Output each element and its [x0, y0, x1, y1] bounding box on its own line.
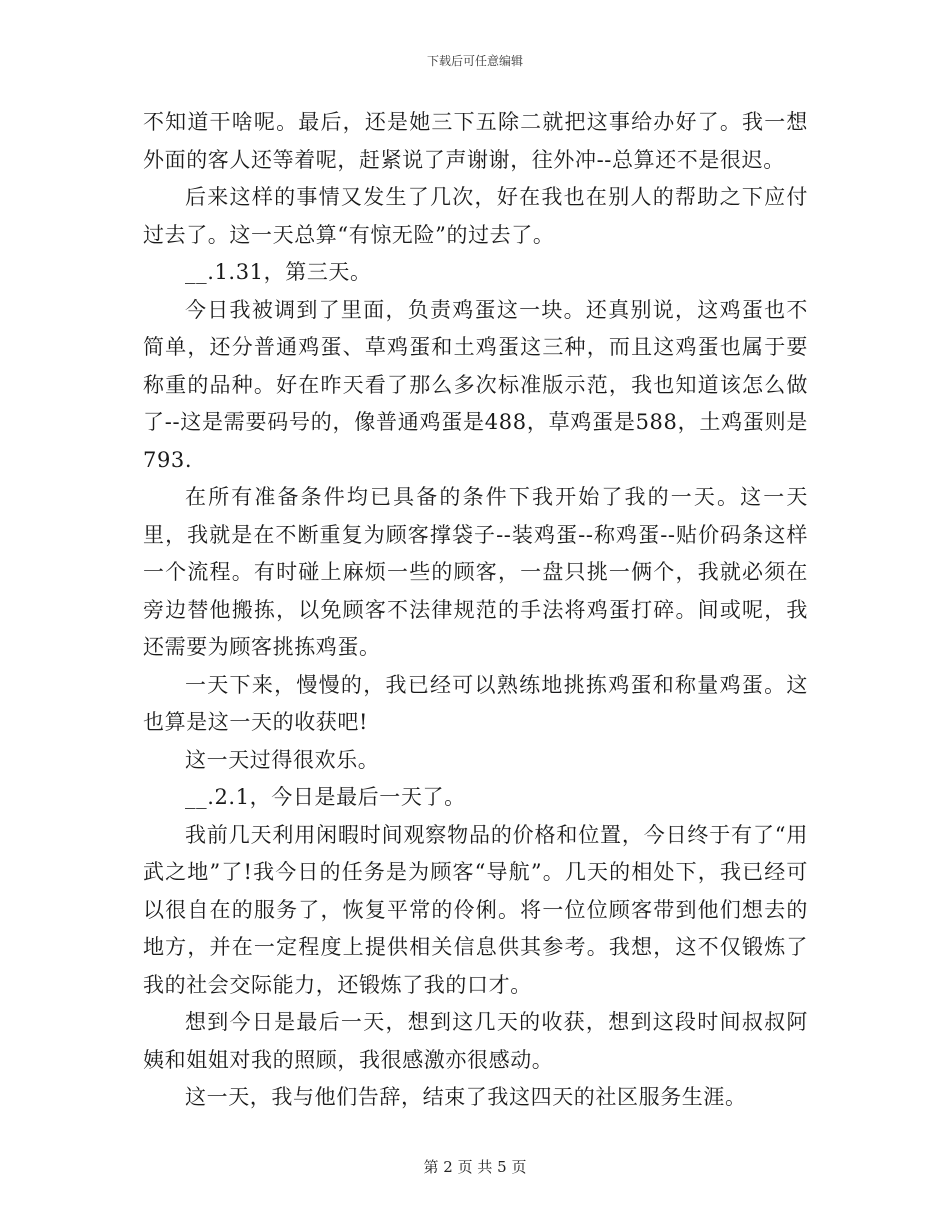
page-number-footer: 第 2 页 共 5 页	[423, 1158, 527, 1176]
paragraph: 后来这样的事情又发生了几次，好在我也在别人的帮助之下应付过去了。这一天总算“有惊无险”的过去了。	[143, 185, 808, 247]
paragraph: 一天下来，慢慢的，我已经可以熟练地挑拣鸡蛋和称量鸡蛋。这也算是这一天的收获吧!	[143, 672, 808, 734]
paragraph: 我前几天利用闲暇时间观察物品的价格和位置，今日终于有了“用武之地”了!我今日的任务是为顾客“导航”。几天的相处下，我已经可以很自在的服务了，恢复平常的伶俐。将一位位顾客带到他们想去的地方，并在一定程度上提供相关信息供其参考。我想，这不仅锻炼了我的社会交际能力，还锻炼了我的口才。	[143, 822, 808, 997]
paragraph: 想到今日是最后一天，想到这几天的收获，想到这段时间叔叔阿姨和姐姐对我的照顾，我很感激亦很感动。	[143, 1010, 808, 1072]
paragraph: 在所有准备条件均已具备的条件下我开始了我的一天。这一天里，我就是在不断重复为顾客撑袋子--装鸡蛋--称鸡蛋--贴价码条这样一个流程。有时碰上麻烦一些的顾客，一盘只挑一俩个，我就必须在旁边替他搬拣，以免顾客不法律规范的手法将鸡蛋打碎。间或呢，我还需要为顾客挑拣鸡蛋。	[143, 485, 808, 659]
page-header: 下载后可任意编辑	[426, 54, 523, 68]
paragraph-date-heading: __.1.31，第三天。	[185, 260, 372, 284]
paragraph: 今日我被调到了里面，负责鸡蛋这一块。还真别说，这鸡蛋也不简单，还分普通鸡蛋、草鸡蛋和土鸡蛋这三种，而且这鸡蛋也属于要称重的品种。好在昨天看了那么多次标准版示范，我也知道该怎么做了--这是需要码号的，像普通鸡蛋是488，草鸡蛋是588，土鸡蛋则是793.	[143, 297, 808, 472]
document-body	[143, 104, 808, 1117]
paragraph: 这一天，我与他们告辞，结束了我这四天的社区服务生涯。	[185, 1085, 747, 1109]
paragraph: 这一天过得很欢乐。	[185, 747, 380, 772]
paragraph-date-heading: __.2.1，今日是最后一天了。	[185, 785, 466, 809]
paragraph-continuation: 不知道干啥呢。最后，还是她三下五除二就把这事给办好了。我一想外面的客人还等着呢，赶紧说了声谢谢，往外冲--总算还不是很迟。	[143, 110, 808, 172]
